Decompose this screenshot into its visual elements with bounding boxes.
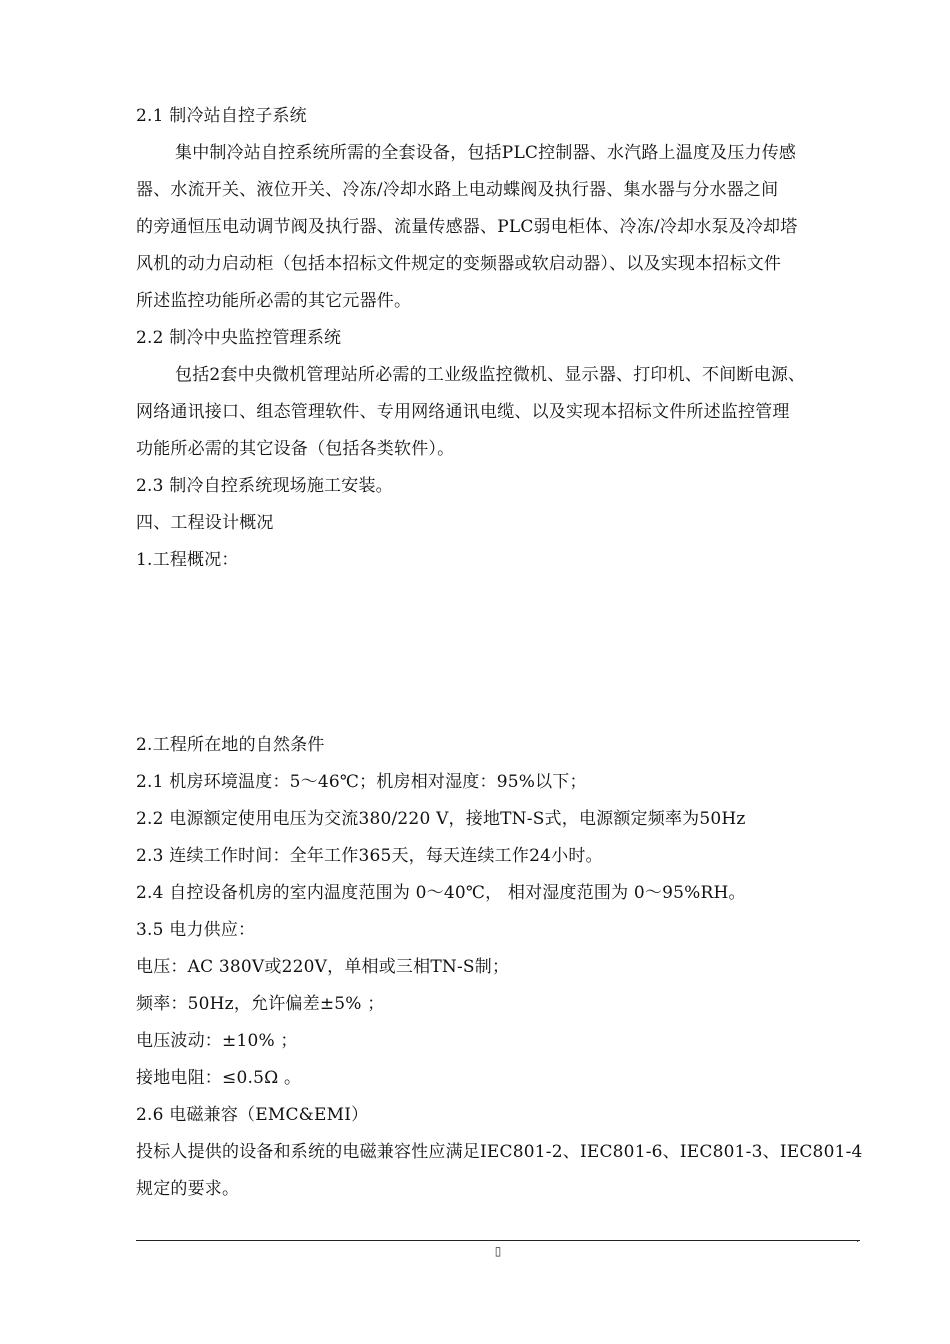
paragraph-line: 功能所必需的其它设备（包括各类软件）。 [136,439,455,459]
paragraph-line: 2.3 连续工作时间：全年工作365天，每天连续工作24小时。 [136,846,603,866]
paragraph-line: 风机的动力启动柜（包括本招标文件规定的变频器或软启动器）、以及实现本招标文件 [136,254,782,274]
subheading-natural-conditions: 2.工程所在地的自然条件 [136,735,325,755]
paragraph-line: 接地电阻：≤0.5Ω 。 [136,1068,302,1088]
subheading-power-supply: 3.5 电力供应： [136,920,256,940]
paragraph-line: 电压波动：±10% ； [136,1031,298,1051]
page-number: ▯ [494,1244,502,1258]
paragraph-line: 2.1 机房环境温度：5～46℃；机房相对湿度：95%以下； [136,772,587,792]
subheading-project-overview: 1.工程概况： [136,550,239,570]
paragraph-line: 器、水流开关、液位开关、冷冻/冷却水路上电动蝶阀及执行器、集水器与分水器之间 [136,180,779,200]
paragraph-line: 投标人提供的设备和系统的电磁兼容性应满足IEC801-2、IEC801-6、IEC801-3、IEC801-4 [136,1142,863,1162]
paragraph-line: 包括2套中央微机管理站所必需的工业级监控微机、显示器、打印机、不间断电源、 [175,365,806,385]
paragraph-line: 电压：AC 380V或220V，单相或三相TN-S制； [136,957,510,977]
section-heading-2-2: 2.2 制冷中央监控管理系统 [136,328,342,348]
section-heading-2-3: 2.3 制冷自控系统现场施工安装。 [136,476,393,496]
paragraph-line: 所述监控功能所必需的其它元器件。 [136,291,412,311]
chapter-heading-4: 四、工程设计概况 [136,513,274,533]
paragraph-line: 2.4 自控设备机房的室内温度范围为 0～40℃， 相对湿度范围为 0～95%RH。 [136,883,746,903]
paragraph-line: 2.2 电源额定使用电压为交流380/220 V，接地TN-S式，电源额定频率为50Hz [136,809,746,829]
paragraph-line: 网络通讯接口、组态管理软件、专用网络通讯电缆、以及实现本招标文件所述监控管理 [136,402,790,422]
footer-mark: . [856,1234,860,1245]
paragraph-line: 的旁通恒压电动调节阀及执行器、流量传感器、PLC弱电柜体、冷冻/冷却水泵及冷却塔 [136,217,798,237]
paragraph-line: 规定的要求。 [136,1179,240,1199]
footer-rule [136,1240,860,1241]
subheading-emc: 2.6 电磁兼容（EMC&EMI） [136,1105,369,1125]
section-heading-2-1: 2.1 制冷站自控子系统 [136,106,307,126]
paragraph-line: 频率：50Hz，允许偏差±5% ； [136,994,385,1014]
paragraph-line: 集中制冷站自控系统所需的全套设备，包括PLC控制器、水汽路上温度及压力传感 [175,143,797,163]
